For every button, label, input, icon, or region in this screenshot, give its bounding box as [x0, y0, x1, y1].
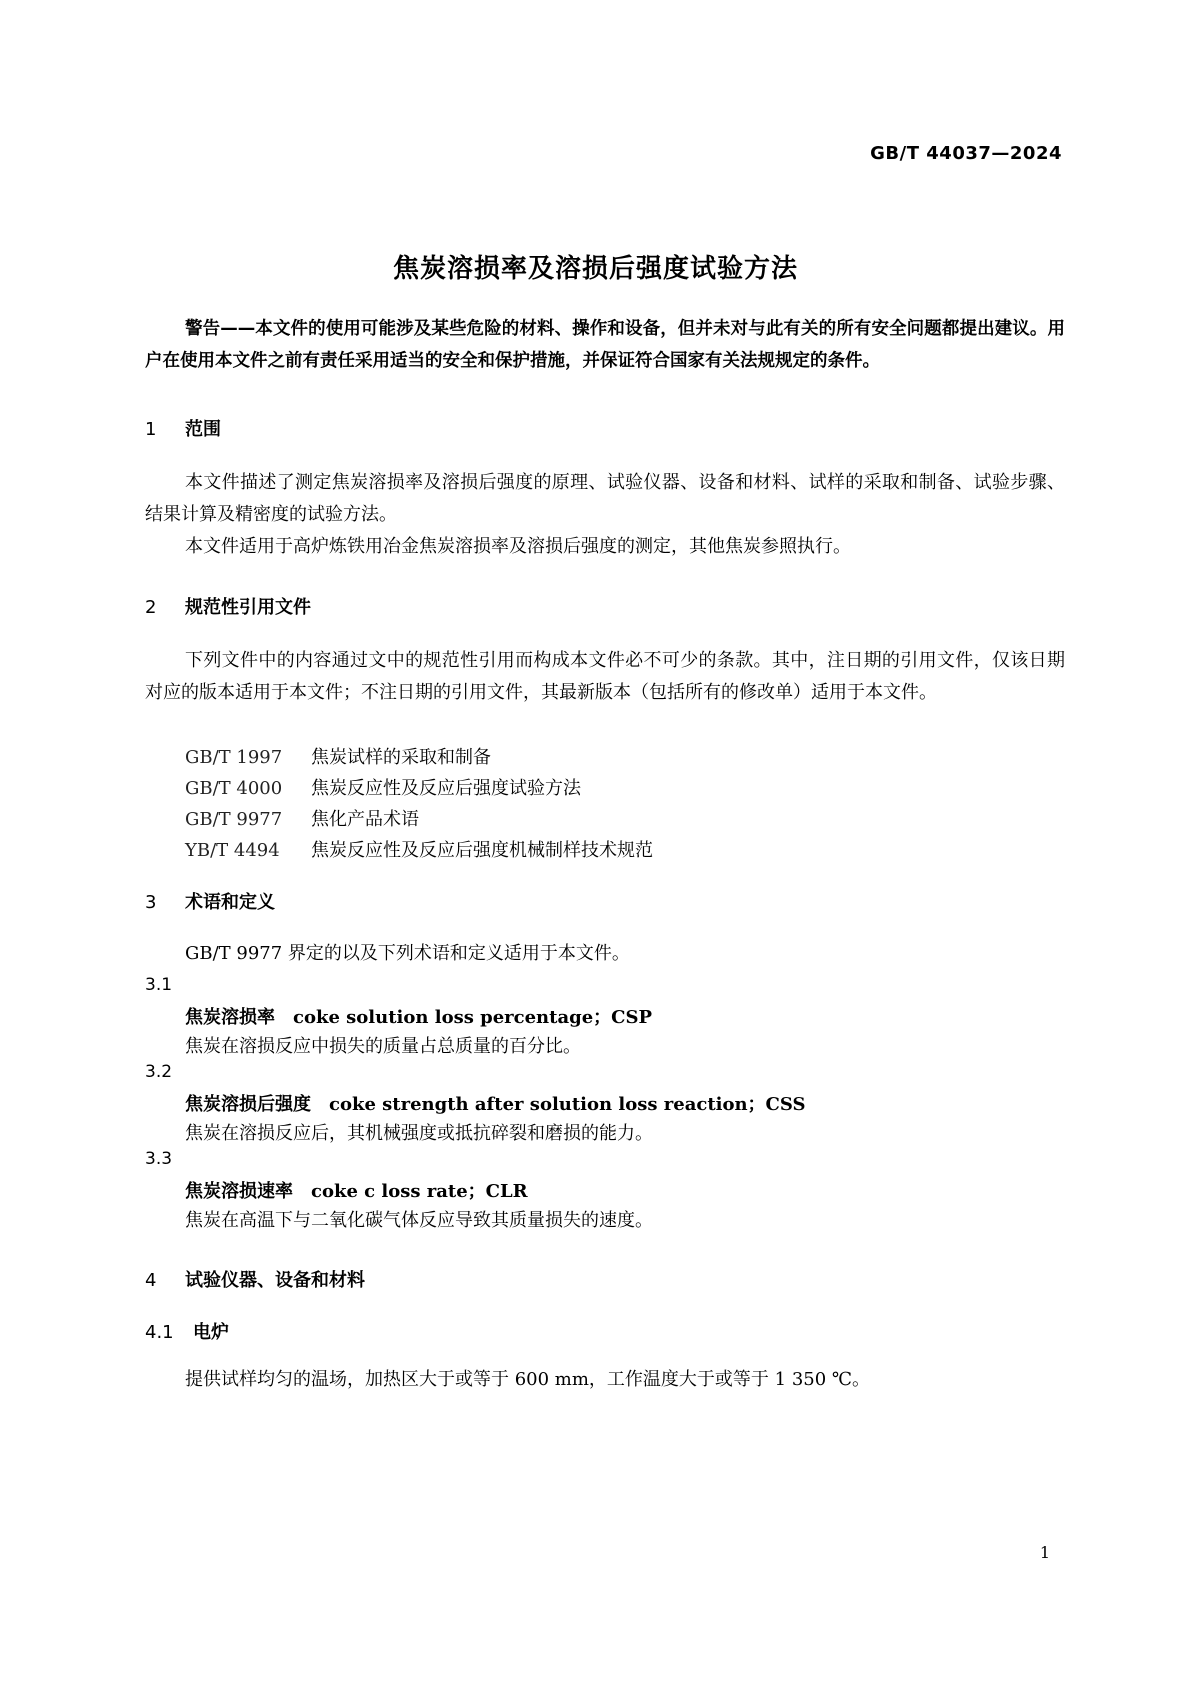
section-title: 范围	[185, 419, 221, 440]
term-english: coke c loss rate；CLR	[311, 1181, 528, 1202]
page-number: 1	[1039, 1543, 1050, 1562]
reference-code: GB/T 1997	[185, 747, 283, 768]
reference-title: 焦化产品术语	[311, 809, 419, 830]
section-2-paragraph-1: 下列文件中的内容通过文中的规范性引用而构成本文件必不可少的条款。其中，注日期的引用文件，仅该日期对应的版本适用于本文件；不注日期的引用文件，其最新版本（包括所有的修改单）适用于本文件。	[145, 650, 1065, 703]
section-title: 规范性引用文件	[185, 597, 311, 618]
section-title: 试验仪器、设备和材料	[185, 1270, 365, 1291]
reference-title: 焦炭反应性及反应后强度试验方法	[311, 778, 581, 799]
term-entry	[185, 1090, 806, 1116]
subsection-4-1-heading	[145, 1318, 229, 1344]
section-1-paragraph-1: 本文件描述了测定焦炭溶损率及溶损后强度的原理、试验仪器、设备和材料、试样的采取和制备、试验步骤、结果计算及精密度的试验方法。	[145, 472, 1065, 525]
standard-code: GB/T 44037—2024	[870, 143, 1062, 164]
reference-item	[185, 836, 653, 862]
term-chinese: 焦炭溶损率	[185, 1007, 275, 1028]
term-entry	[185, 1177, 528, 1203]
term-definition: 焦炭在高温下与二氧化碳气体反应导致其质量损失的速度。	[185, 1210, 653, 1231]
term-english: coke solution loss percentage；CSP	[293, 1007, 653, 1028]
section-3-heading	[145, 888, 275, 914]
document-title: 焦炭溶损率及溶损后强度试验方法	[392, 254, 798, 284]
term-number: 3.3	[145, 1149, 173, 1169]
term-chinese: 焦炭溶损后强度	[185, 1094, 311, 1115]
section-number: 4	[145, 1270, 157, 1291]
term-entry	[185, 1003, 652, 1029]
section-1-heading	[145, 415, 221, 441]
term-english: coke strength after solution loss reaction；CSS	[329, 1094, 806, 1115]
section-number: 3	[145, 892, 157, 913]
reference-item	[185, 743, 491, 769]
section-1-paragraph-2: 本文件适用于高炉炼铁用冶金焦炭溶损率及溶损后强度的测定，其他焦炭参照执行。	[185, 536, 851, 557]
section-number: 1	[145, 419, 157, 440]
term-definition: 焦炭在溶损反应中损失的质量占总质量的百分比。	[185, 1036, 581, 1057]
section-title: 术语和定义	[185, 892, 275, 913]
reference-item	[185, 774, 581, 800]
term-number: 3.2	[145, 1062, 173, 1082]
reference-title: 焦炭反应性及反应后强度机械制样技术规范	[311, 840, 653, 861]
subsection-number: 4.1	[145, 1322, 174, 1343]
reference-code: YB/T 4494	[185, 840, 280, 861]
subsection-4-1-paragraph: 提供试样均匀的温场，加热区大于或等于 600 mm，工作温度大于或等于 1 350 ℃。	[185, 1369, 871, 1390]
warning-paragraph: 警告——本文件的使用可能涉及某些危险的材料、操作和设备，但并未对与此有关的所有安全问题都提出建议。用户在使用本文件之前有责任采用适当的安全和保护措施，并保证符合国家有关法规规定的条件。	[145, 319, 1065, 371]
section-4-heading	[145, 1266, 365, 1292]
reference-title: 焦炭试样的采取和制备	[311, 747, 491, 768]
section-3-intro: GB/T 9977 界定的以及下列术语和定义适用于本文件。	[185, 943, 630, 964]
term-definition: 焦炭在溶损反应后，其机械强度或抵抗碎裂和磨损的能力。	[185, 1123, 653, 1144]
subsection-title: 电炉	[193, 1322, 229, 1343]
term-chinese: 焦炭溶损速率	[185, 1181, 293, 1202]
section-number: 2	[145, 597, 157, 618]
reference-code: GB/T 4000	[185, 778, 283, 799]
section-2-heading	[145, 593, 311, 619]
term-number: 3.1	[145, 975, 173, 995]
reference-code: GB/T 9977	[185, 809, 283, 830]
reference-item	[185, 805, 419, 831]
